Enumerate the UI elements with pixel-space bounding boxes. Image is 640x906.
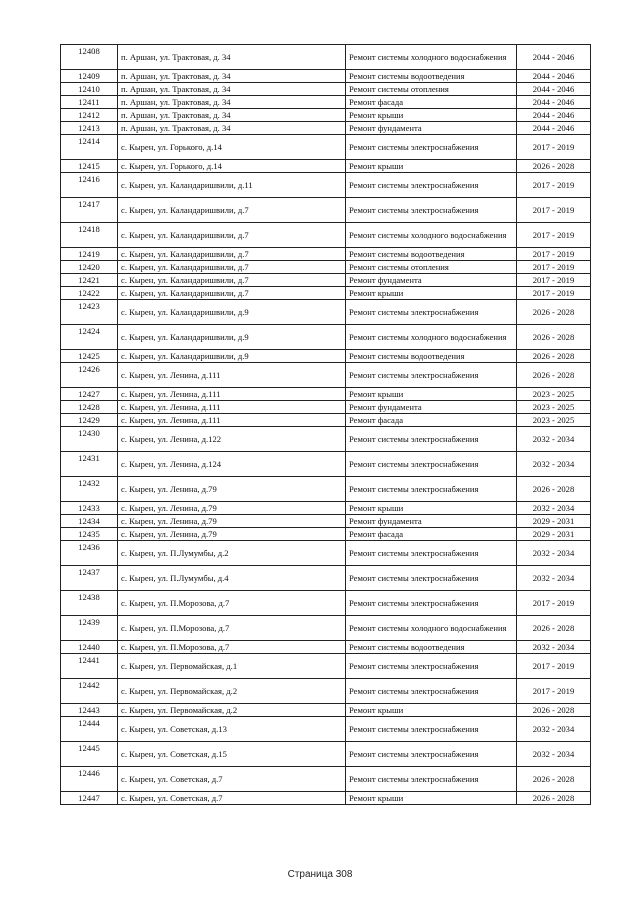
row-address: с. Кырен, ул. Ленина, д.79: [118, 502, 346, 515]
row-period: 2032 - 2034: [517, 742, 591, 767]
table-row: [61, 541, 591, 566]
row-work-type: Ремонт системы холодного водоснабжения: [346, 223, 517, 248]
row-address: с. Кырен, ул. Ленина, д.111: [118, 388, 346, 401]
row-work-type: Ремонт системы электроснабжения: [346, 767, 517, 792]
row-address: с. Кырен, ул. Каландаришвили, д.7: [118, 198, 346, 223]
row-number: 12447: [61, 792, 118, 805]
row-address: с. Кырен, ул. Ленина, д.79: [118, 528, 346, 541]
row-work-type: Ремонт крыши: [346, 792, 517, 805]
row-work-type: Ремонт системы водоотведения: [346, 350, 517, 363]
row-period: 2017 - 2019: [517, 679, 591, 704]
row-work-type: Ремонт фасада: [346, 414, 517, 427]
table-row: [61, 566, 591, 591]
row-work-type: Ремонт системы электроснабжения: [346, 452, 517, 477]
row-number: 12432: [61, 477, 118, 502]
row-address: с. Кырен, ул. Каландаришвили, д.7: [118, 287, 346, 300]
table-row: [61, 654, 591, 679]
row-period: 2017 - 2019: [517, 198, 591, 223]
row-period: 2032 - 2034: [517, 452, 591, 477]
row-number: 12413: [61, 122, 118, 135]
row-work-type: Ремонт фундамента: [346, 401, 517, 414]
row-work-type: Ремонт фундамента: [346, 274, 517, 287]
row-work-type: Ремонт фасада: [346, 528, 517, 541]
table-row: [61, 350, 591, 363]
row-number: 12409: [61, 70, 118, 83]
table-row: [61, 616, 591, 641]
table-row: [61, 198, 591, 223]
row-work-type: Ремонт системы электроснабжения: [346, 173, 517, 198]
row-number: 12442: [61, 679, 118, 704]
row-work-type: Ремонт системы электроснабжения: [346, 541, 517, 566]
row-period: 2017 - 2019: [517, 287, 591, 300]
row-address: с. Кырен, ул. Советская, д.15: [118, 742, 346, 767]
row-address: п. Аршан, ул. Трактовая, д. 34: [118, 83, 346, 96]
row-period: 2026 - 2028: [517, 477, 591, 502]
table-row: [61, 767, 591, 792]
row-work-type: Ремонт системы водоотведения: [346, 248, 517, 261]
row-address: с. Кырен, ул. П.Лумумбы, д.2: [118, 541, 346, 566]
table-row: [61, 160, 591, 173]
row-address: с. Кырен, ул. Каландаришвили, д.7: [118, 274, 346, 287]
table-row: [61, 792, 591, 805]
row-work-type: Ремонт системы электроснабжения: [346, 135, 517, 160]
row-work-type: Ремонт системы электроснабжения: [346, 742, 517, 767]
table-row: [61, 427, 591, 452]
row-number: 12408: [61, 45, 118, 70]
row-period: 2017 - 2019: [517, 173, 591, 198]
row-number: 12414: [61, 135, 118, 160]
row-number: 12426: [61, 363, 118, 388]
row-address: с. Кырен, ул. П.Лумумбы, д.4: [118, 566, 346, 591]
row-period: 2032 - 2034: [517, 717, 591, 742]
row-address: п. Аршан, ул. Трактовая, д. 34: [118, 45, 346, 70]
row-address: с. Кырен, ул. Каландаришвили, д.11: [118, 173, 346, 198]
row-period: 2023 - 2025: [517, 414, 591, 427]
table-row: [61, 173, 591, 198]
row-period: 2029 - 2031: [517, 528, 591, 541]
row-number: 12417: [61, 198, 118, 223]
row-period: 2026 - 2028: [517, 616, 591, 641]
row-work-type: Ремонт системы электроснабжения: [346, 300, 517, 325]
row-number: 12421: [61, 274, 118, 287]
row-number: 12412: [61, 109, 118, 122]
row-address: п. Аршан, ул. Трактовая, д. 34: [118, 96, 346, 109]
row-period: 2026 - 2028: [517, 363, 591, 388]
row-work-type: Ремонт системы водоотведения: [346, 70, 517, 83]
row-number: 12444: [61, 717, 118, 742]
row-address: с. Кырен, ул. Каландаришвили, д.7: [118, 223, 346, 248]
row-number: 12446: [61, 767, 118, 792]
row-work-type: Ремонт фундамента: [346, 515, 517, 528]
row-period: 2044 - 2046: [517, 45, 591, 70]
table-row: [61, 261, 591, 274]
row-number: 12441: [61, 654, 118, 679]
row-number: 12411: [61, 96, 118, 109]
table-row: [61, 502, 591, 515]
row-address: п. Аршан, ул. Трактовая, д. 34: [118, 70, 346, 83]
row-number: 12423: [61, 300, 118, 325]
row-work-type: Ремонт системы холодного водоснабжения: [346, 325, 517, 350]
row-number: 12443: [61, 704, 118, 717]
row-period: 2032 - 2034: [517, 427, 591, 452]
row-number: 12422: [61, 287, 118, 300]
row-work-type: Ремонт системы холодного водоснабжения: [346, 45, 517, 70]
row-work-type: Ремонт системы электроснабжения: [346, 477, 517, 502]
row-number: 12430: [61, 427, 118, 452]
row-number: 12435: [61, 528, 118, 541]
row-period: 2044 - 2046: [517, 70, 591, 83]
row-number: 12437: [61, 566, 118, 591]
row-work-type: Ремонт системы электроснабжения: [346, 679, 517, 704]
table-row: [61, 70, 591, 83]
row-address: с. Кырен, ул. Ленина, д.122: [118, 427, 346, 452]
row-number: 12439: [61, 616, 118, 641]
row-work-type: Ремонт системы электроснабжения: [346, 198, 517, 223]
row-address: с. Кырен, ул. Ленина, д.111: [118, 414, 346, 427]
table-row: [61, 325, 591, 350]
row-address: с. Кырен, ул. Ленина, д.124: [118, 452, 346, 477]
table-row: [61, 414, 591, 427]
row-number: 12410: [61, 83, 118, 96]
row-period: 2044 - 2046: [517, 96, 591, 109]
table-row: [61, 109, 591, 122]
repair-schedule-table: [60, 44, 591, 805]
table-row: [61, 223, 591, 248]
table-row: [61, 388, 591, 401]
row-number: 12415: [61, 160, 118, 173]
row-work-type: Ремонт крыши: [346, 160, 517, 173]
table-body: [61, 45, 591, 805]
row-number: 12425: [61, 350, 118, 363]
row-address: с. Кырен, ул. Первомайская, д.2: [118, 679, 346, 704]
row-period: 2044 - 2046: [517, 122, 591, 135]
row-address: с. Кырен, ул. Каландаришвили, д.9: [118, 300, 346, 325]
row-period: 2017 - 2019: [517, 261, 591, 274]
row-address: п. Аршан, ул. Трактовая, д. 34: [118, 109, 346, 122]
row-period: 2044 - 2046: [517, 109, 591, 122]
row-work-type: Ремонт системы электроснабжения: [346, 363, 517, 388]
row-number: 12427: [61, 388, 118, 401]
row-period: 2026 - 2028: [517, 160, 591, 173]
row-address: с. Кырен, ул. Ленина, д.111: [118, 401, 346, 414]
row-period: 2026 - 2028: [517, 792, 591, 805]
table-row: [61, 248, 591, 261]
row-number: 12445: [61, 742, 118, 767]
table-row: [61, 401, 591, 414]
row-period: 2032 - 2034: [517, 541, 591, 566]
table-row: [61, 83, 591, 96]
row-period: 2032 - 2034: [517, 502, 591, 515]
table-row: [61, 717, 591, 742]
row-address: с. Кырен, ул. Каландаришвили, д.7: [118, 248, 346, 261]
table-row: [61, 300, 591, 325]
row-work-type: Ремонт фасада: [346, 96, 517, 109]
row-number: 12424: [61, 325, 118, 350]
row-period: 2026 - 2028: [517, 350, 591, 363]
table-row: [61, 477, 591, 502]
row-period: 2023 - 2025: [517, 388, 591, 401]
row-address: с. Кырен, ул. Первомайская, д.1: [118, 654, 346, 679]
row-number: 12431: [61, 452, 118, 477]
row-number: 12434: [61, 515, 118, 528]
row-period: 2023 - 2025: [517, 401, 591, 414]
row-period: 2017 - 2019: [517, 135, 591, 160]
row-address: с. Кырен, ул. Горького, д.14: [118, 160, 346, 173]
row-address: с. Кырен, ул. Каландаришвили, д.7: [118, 261, 346, 274]
row-number: 12419: [61, 248, 118, 261]
row-work-type: Ремонт системы электроснабжения: [346, 427, 517, 452]
table-row: [61, 274, 591, 287]
row-period: 2029 - 2031: [517, 515, 591, 528]
row-address: с. Кырен, ул. П.Морозова, д.7: [118, 591, 346, 616]
row-work-type: Ремонт системы водоотведения: [346, 641, 517, 654]
row-period: 2032 - 2034: [517, 641, 591, 654]
row-period: 2044 - 2046: [517, 83, 591, 96]
row-work-type: Ремонт крыши: [346, 704, 517, 717]
table-row: [61, 641, 591, 654]
row-address: с. Кырен, ул. Советская, д.7: [118, 792, 346, 805]
row-number: 12436: [61, 541, 118, 566]
row-work-type: Ремонт системы электроснабжения: [346, 591, 517, 616]
table-row: [61, 515, 591, 528]
row-period: 2026 - 2028: [517, 767, 591, 792]
row-address: с. Кырен, ул. Первомайская, д.2: [118, 704, 346, 717]
row-address: с. Кырен, ул. П.Морозова, д.7: [118, 616, 346, 641]
table-row: [61, 96, 591, 109]
row-period: 2017 - 2019: [517, 654, 591, 679]
row-number: 12429: [61, 414, 118, 427]
row-work-type: Ремонт системы электроснабжения: [346, 654, 517, 679]
row-period: 2026 - 2028: [517, 300, 591, 325]
table-row: [61, 363, 591, 388]
row-address: с. Кырен, ул. Горького, д.14: [118, 135, 346, 160]
row-period: 2017 - 2019: [517, 223, 591, 248]
row-period: 2017 - 2019: [517, 248, 591, 261]
row-address: с. Кырен, ул. Каландаришвили, д.9: [118, 325, 346, 350]
table-row: [61, 287, 591, 300]
table-row: [61, 742, 591, 767]
row-work-type: Ремонт системы электроснабжения: [346, 717, 517, 742]
row-period: 2017 - 2019: [517, 591, 591, 616]
row-address: с. Кырен, ул. Ленина, д.111: [118, 363, 346, 388]
row-address: с. Кырен, ул. Советская, д.7: [118, 767, 346, 792]
row-work-type: Ремонт системы отопления: [346, 83, 517, 96]
row-number: 12418: [61, 223, 118, 248]
row-number: 12440: [61, 641, 118, 654]
row-work-type: Ремонт крыши: [346, 388, 517, 401]
row-address: п. Аршан, ул. Трактовая, д. 34: [118, 122, 346, 135]
table-row: [61, 122, 591, 135]
row-work-type: Ремонт крыши: [346, 287, 517, 300]
row-address: с. Кырен, ул. Каландаришвили, д.9: [118, 350, 346, 363]
row-work-type: Ремонт системы электроснабжения: [346, 566, 517, 591]
row-work-type: Ремонт системы отопления: [346, 261, 517, 274]
row-number: 12438: [61, 591, 118, 616]
table-row: [61, 452, 591, 477]
row-period: 2017 - 2019: [517, 274, 591, 287]
row-address: с. Кырен, ул. Ленина, д.79: [118, 515, 346, 528]
row-number: 12420: [61, 261, 118, 274]
table-row: [61, 591, 591, 616]
row-address: с. Кырен, ул. П.Морозова, д.7: [118, 641, 346, 654]
table-row: [61, 135, 591, 160]
row-period: 2032 - 2034: [517, 566, 591, 591]
row-address: с. Кырен, ул. Ленина, д.79: [118, 477, 346, 502]
row-number: 12433: [61, 502, 118, 515]
table-row: [61, 679, 591, 704]
table-row: [61, 704, 591, 717]
row-work-type: Ремонт системы холодного водоснабжения: [346, 616, 517, 641]
row-work-type: Ремонт крыши: [346, 502, 517, 515]
table-row: [61, 45, 591, 70]
row-number: 12416: [61, 173, 118, 198]
row-number: 12428: [61, 401, 118, 414]
row-work-type: Ремонт крыши: [346, 109, 517, 122]
row-address: с. Кырен, ул. Советская, д.13: [118, 717, 346, 742]
table-row: [61, 528, 591, 541]
page-number: Страница 308: [287, 869, 353, 880]
row-period: 2026 - 2028: [517, 325, 591, 350]
row-work-type: Ремонт фундамента: [346, 122, 517, 135]
row-period: 2026 - 2028: [517, 704, 591, 717]
